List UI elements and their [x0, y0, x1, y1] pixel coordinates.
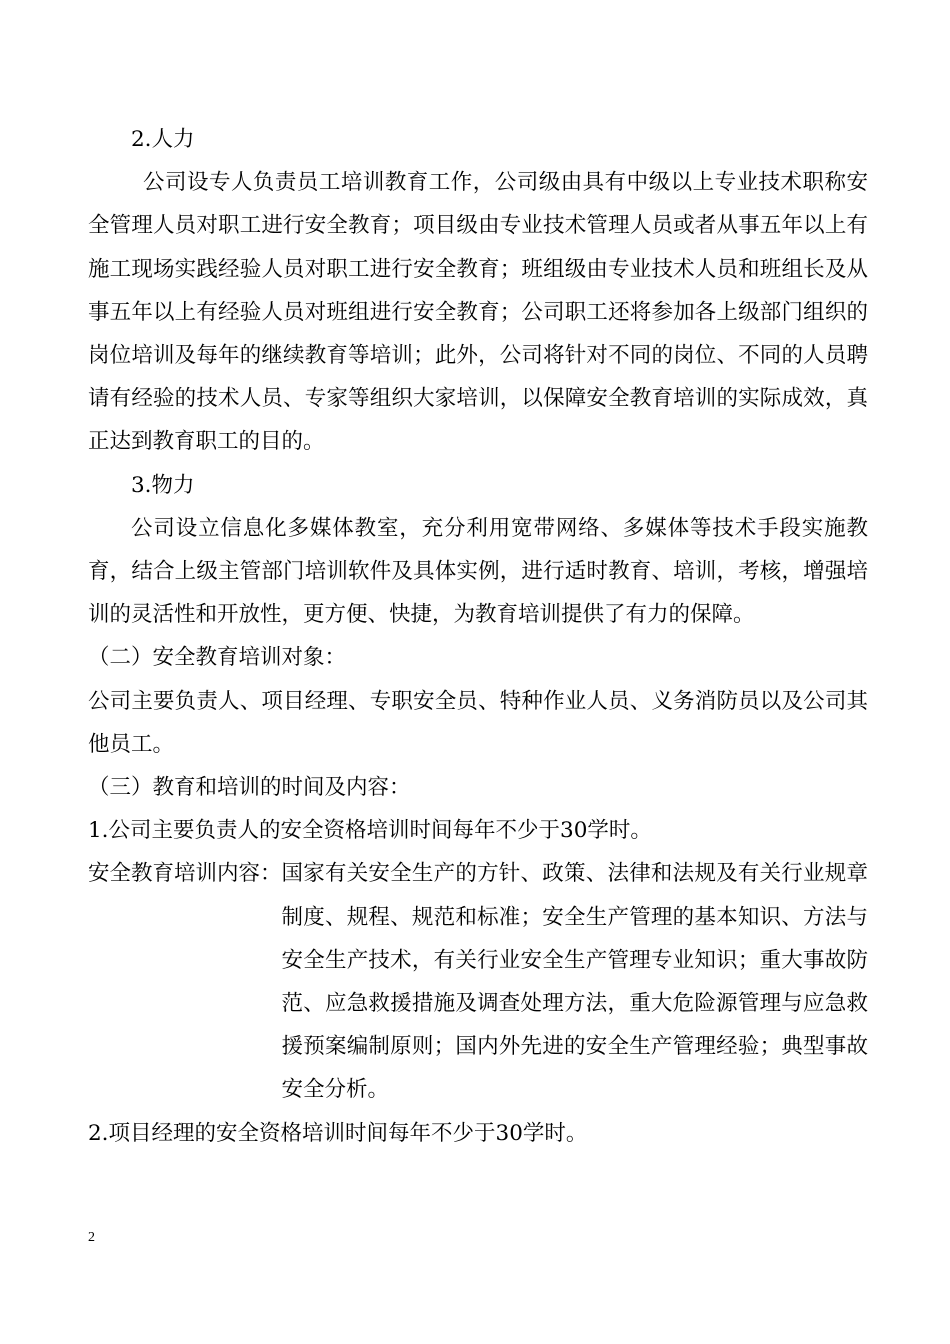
- paragraph-material: 公司设立信息化多媒体教室，充分利用宽带网络、多媒体等技术手段实施教育，结合上级主管部门培训软件及具体实例，进行适时教育、培训，考核，增强培训的灵活性和开放性，更方便、快捷，为教育培训提供了有力的保障。: [88, 515, 868, 628]
- page-number: 2: [88, 1230, 95, 1245]
- section-heading-schedule: （三）教育和培训的时间及内容：: [88, 775, 411, 801]
- schedule-item-1: 1.公司主要负责人的安全资格培训时间每年不少于30学时。: [88, 818, 652, 844]
- training-content-text: 国家有关安全生产的方针、政策、法律和法规及有关行业规章制度、规程、规范和标准；安全生产管理的基本知识、方法与安全生产技术，有关行业安全生产管理专业知识；重大事故防范、应急救援措施及调查处理方法，重大危险源管理与应急救援预案编制原则；国内外先进的安全生产管理经验；典型事故安全分析。: [281, 861, 868, 1103]
- training-content-label: 安全教育培训内容：: [88, 861, 282, 887]
- section-heading-manpower: 2.人力: [131, 127, 195, 152]
- paragraph-manpower: 公司设专人负责员工培训教育工作，公司级由具有中级以上专业技术职称安全管理人员对职工进行安全教育；项目级由专业技术管理人员或者从事五年以上有施工现场实践经验人员对职工进行安全教育；班组级由专业技术人员和班组长及从事五年以上有经验人员对班组进行安全教育；公司职工还将参加各上级部门组织的岗位培训及每年的继续教育等培训；此外，公司将针对不同的岗位、不同的人员聘请有经验的技术人员、专家等组织大家培训，以保障安全教育培训的实际成效，真正达到教育职工的目的。: [88, 170, 868, 455]
- paragraph-targets: 公司主要负责人、项目经理、专职安全员、特种作业人员、义务消防员以及公司其他员工。: [88, 688, 868, 757]
- section-heading-targets: （二）安全教育培训对象：: [88, 645, 347, 671]
- training-content-item: [88, 852, 868, 1111]
- document-page: [88, 118, 868, 1155]
- schedule-item-2: 2.项目经理的安全资格培训时间每年不少于30学时。: [88, 1120, 588, 1146]
- section-heading-material: 3.物力: [131, 472, 195, 498]
